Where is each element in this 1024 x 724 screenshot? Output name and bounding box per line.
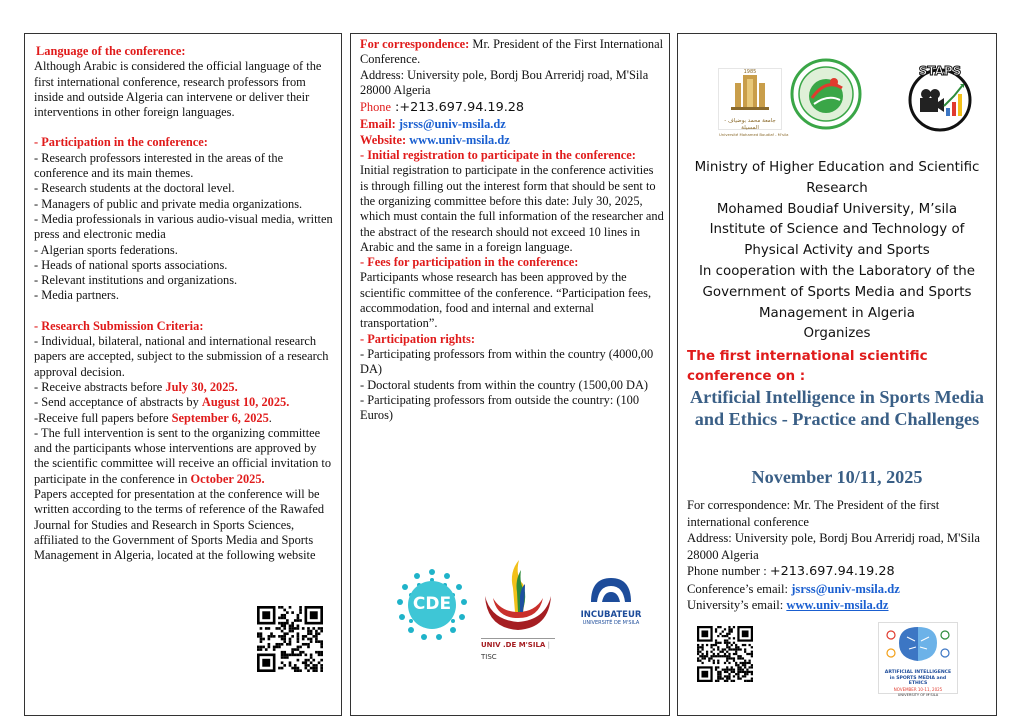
univ-label: UNIV .DE M'SILA <box>481 641 546 649</box>
tisc-label: TISC <box>481 653 497 661</box>
right-univ-email-label: University’s email: <box>687 598 787 612</box>
org-ministry: Ministry of Higher Education and Scientific Research <box>694 160 980 196</box>
address: Address: University pole, Bordj Bou Arreridj road, M'Sila 28000 Algeria <box>360 67 649 97</box>
language-body: Although Arabic is considered the official language of the first international conference, research professors from inside and outside Algeria can intervene or deliver their interventions in other foreign languages. <box>34 59 322 120</box>
org-university: Mohamed Boudiaf University, M’sila <box>716 201 958 217</box>
email-line <box>360 117 664 132</box>
cde-logo <box>393 566 471 644</box>
right-phone-label: Phone number : <box>687 564 770 578</box>
left-panel <box>24 33 342 716</box>
correspondence-label: For correspondence: <box>360 37 470 51</box>
phone-value: :+213.697.94.19.28 <box>390 100 525 116</box>
university-logo-caption-ar: جامعة محمد بوضياف - المسيلة <box>724 118 776 131</box>
rights-item: - Doctoral students from within the country (1500,00 DA) <box>360 377 649 392</box>
email-link[interactable]: jsrss@univ-msila.dz <box>395 117 506 132</box>
rights-item: - Participating professors from within the country (4000,00 DA) <box>360 346 654 377</box>
cde-logo-text: CDE <box>412 594 452 614</box>
participation-heading: - Participation in the conference: <box>34 135 208 150</box>
qr-code-icon <box>257 606 323 672</box>
email-label: Email: <box>360 117 396 132</box>
deadline-papers-date: September 6, 2025 <box>171 410 269 425</box>
incubateur-title: INCUBATEUR <box>580 610 642 620</box>
organizers-block <box>684 158 990 345</box>
website-link[interactable]: www.univ-msila.dz <box>406 132 510 147</box>
deadline-acceptance <box>34 395 334 410</box>
correspondence-text: Mr. President of the First International Conference. <box>360 37 664 67</box>
rights-heading: - Participation rights: <box>360 331 475 346</box>
poster-date: NOVEMBER 10-11, 2025 <box>893 686 943 692</box>
poster-university: UNIVERSITY OF M'SILA <box>897 692 939 697</box>
ai-brain-icon <box>879 623 957 665</box>
right-contact-block <box>687 497 992 614</box>
university-logo-year: 1985 <box>743 69 757 75</box>
rights-item: - Participating professors from outside the country: (100 Euros) <box>360 392 640 423</box>
deadline-acceptance-text: - Send acceptance of abstracts by <box>34 395 202 410</box>
middle-panel-text <box>360 37 664 423</box>
deadline-abstracts-text: - Receive abstracts before <box>34 379 166 394</box>
right-univ-email-line <box>687 597 992 614</box>
university-tisc-logo: UNIV .DE M'SILA | TISC <box>479 558 557 654</box>
deadline-acceptance-date: August 10, 2025. <box>201 395 290 410</box>
conference-date: November 10/11, 2025 <box>751 467 923 487</box>
phone-line <box>360 100 664 115</box>
language-heading: Language of the conference: <box>36 44 186 58</box>
criteria-heading: - Research Submission Criteria: <box>34 318 204 333</box>
website-label: Website: <box>360 132 407 147</box>
left-panel-text <box>34 44 334 564</box>
website-line <box>360 133 664 148</box>
conference-title: Artificial Intelligence in Sports Media and Ethics - Practice and Challenges <box>690 387 984 429</box>
org-organizes: Organizes <box>803 326 871 342</box>
participation-item: - Research students at the doctoral level. <box>34 181 235 196</box>
invitation-note <box>34 426 334 487</box>
participation-item: - Relevant institutions and organizations. <box>34 273 238 288</box>
qr-code-icon <box>697 626 753 682</box>
torch-logo-icon <box>479 558 557 636</box>
invitation-text: - The full intervention is sent to the organizing committee and the participants whose interventions are approved by the scientific committee will receive an official invitation to participate in the conference in <box>34 425 332 486</box>
qr-code-website[interactable] <box>257 606 323 672</box>
incubateur-logo-icon <box>577 574 645 604</box>
laboratory-logo-icon <box>790 58 862 130</box>
middle-panel <box>350 33 670 716</box>
incubateur-logo <box>577 574 645 630</box>
fees-body: Participants whose research has been approved by the scientific committee of the conference. “Participation fees, accommodation, food and internal and external transportation”. <box>360 270 652 331</box>
mohamed-boudiaf-university-logo <box>718 68 789 137</box>
org-laboratory: In cooperation with the Laboratory of the Government of Sports Media and Sports Management in Algeria <box>698 263 976 321</box>
university-logo-caption-fr: Université Mohamed Boudiaf - M'sila <box>719 132 789 137</box>
right-address: Address: University pole, Bordj Bou Arreridj road, M'Sila 28000 Algeria <box>687 531 980 562</box>
deadline-abstracts-date: July 30, 2025. <box>165 379 238 394</box>
laboratory-logo <box>790 58 862 130</box>
right-panel <box>677 33 997 716</box>
university-building-icon <box>719 69 781 113</box>
deadline-papers-end: . <box>268 410 272 425</box>
conference-subtitle: The first international scientific conference on : <box>687 348 928 384</box>
participation-item: - Managers of public and private media organizations. <box>34 196 303 211</box>
phone-label: Phone <box>360 100 391 115</box>
participation-item: - Heads of national sports associations. <box>34 257 228 272</box>
right-correspondence: For correspondence: Mr. The President of the first international conference <box>687 498 940 529</box>
staps-logo <box>904 62 976 134</box>
correspondence <box>360 37 664 68</box>
right-conf-email-label: Conference’s email: <box>687 581 792 596</box>
deadline-abstracts <box>34 380 334 395</box>
registration-heading: - Initial registration to participate in the conference: <box>360 148 636 163</box>
poster-title: ARTIFICIAL INTELLIGENCE in SPORTS MEDIA and ETHICS <box>884 670 952 686</box>
staps-logo-text: STAPS <box>918 64 962 78</box>
invitation-date: October 2025. <box>190 471 265 486</box>
right-univ-website-link[interactable]: www.univ-msila.dz <box>786 598 889 612</box>
participation-item: - Research professors interested in the areas of the conference and its main themes. <box>34 150 284 181</box>
conference-poster-thumbnail <box>878 622 958 697</box>
right-phone-value: +213.697.94.19.28 <box>769 564 895 579</box>
right-conf-email-link[interactable]: jsrss@univ-msila.dz <box>791 581 900 596</box>
org-institute: Institute of Science and Technology of Physical Activity and Sports <box>709 222 965 259</box>
deadline-papers <box>34 411 334 426</box>
registration-body: Initial registration to participate in the conference activities is through filling out the interest form that should be sent to the organizing committee before this date: July 30, 2025, which must contain the full information of the researcher and the abstract of the research should not exceed 10 lines in Arabic and the same in a foreign language. <box>360 163 664 254</box>
participation-item: - Media partners. <box>34 288 119 303</box>
right-conf-email-line <box>687 581 992 598</box>
qr-code-conference[interactable] <box>697 626 753 682</box>
criteria-intro: - Individual, bilateral, national and international research papers are accepted, subject to the submission of a research approval decision. <box>34 334 329 379</box>
participation-item: - Algerian sports federations. <box>34 242 178 257</box>
right-phone-line <box>687 563 992 581</box>
incubateur-subtitle: UNIVERSITÉ DE M'SILA <box>582 620 640 626</box>
papers-note: Papers accepted for presentation at the conference will be written according to the terms of reference of the Rawafed Journal for Studies and Research in Sports Sciences, affiliated to the Government of Sports Media and Sports Management in Algeria, located at the following website <box>34 487 325 563</box>
fees-heading: - Fees for participation in the conference: <box>360 255 579 270</box>
deadline-papers-text: -Receive full papers before <box>34 410 172 425</box>
participation-item: - Media professionals in various audio-visual media, written press and electronic media <box>34 211 333 242</box>
